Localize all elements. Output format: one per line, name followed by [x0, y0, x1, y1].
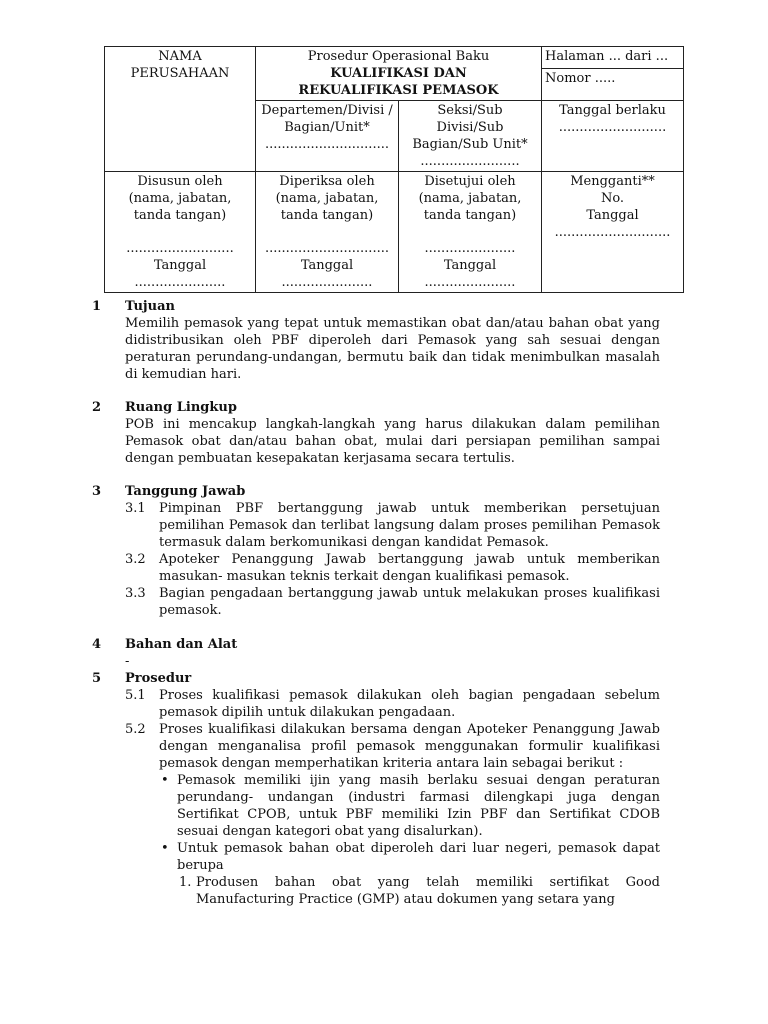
section-title: Bahan dan Alat — [125, 637, 238, 652]
pob-label: Prosedur Operasional Baku — [307, 49, 490, 64]
replaces-cell — [542, 172, 684, 293]
prepared-date: Tanggal — [153, 258, 207, 273]
effective-dots: .......................... — [558, 120, 667, 135]
title-cell — [256, 47, 542, 101]
section-responsibility — [92, 483, 660, 619]
dept-dots: .............................. — [265, 137, 389, 152]
dept-label: Departemen/Divisi / Bagian/Unit* — [261, 103, 393, 135]
section-procedure — [92, 670, 660, 908]
section-dots: ........................ — [420, 154, 520, 169]
company-name: NAMA PERUSAHAAN — [130, 49, 230, 81]
section-materials — [92, 636, 660, 670]
section-title: Tujuan — [125, 299, 175, 314]
section-text: - — [125, 654, 130, 669]
section-text: POB ini mencakup langkah-langkah yang harus dilakukan dalam pemilihan Pemasok obat dan/atau bahan obat, mulai dari persiapan pemilihan sampai dengan pembuatan kesepakatan kerjasama secara tertulis. — [125, 417, 660, 466]
bullet-icon: • — [161, 841, 169, 856]
checked-cell — [256, 172, 399, 293]
section-title: Tanggung Jawab — [125, 484, 246, 499]
approved-label: Disetujui oleh (nama, jabatan, tanda tangan) — [418, 174, 522, 223]
list-item: 3.1 Pimpinan PBF bertanggung jawab untuk memberikan persetujuan pemilihan Pemasok dan terlibat langsung dalam proses pemilihan Pemasok termasuk dalam berkomunikasi dengan kandidat Pemasok. — [125, 501, 660, 550]
effective-label: Tanggal berlaku — [559, 103, 666, 118]
effective-cell — [542, 101, 684, 172]
prepared-cell — [105, 172, 256, 293]
section-number: 3 — [92, 484, 102, 499]
bullet-item: • Untuk pemasok bahan obat diperoleh dari luar negeri, pemasok dapat berupa 1. Produsen bahan obat yang telah memiliki sertifikat Good Manufacturing Practice (GMP) atau dokumen yang setara yang — [161, 841, 660, 907]
page-number: Halaman ... dari ... — [542, 47, 684, 69]
list-item: 5.2 Proses kualifikasi dilakukan bersama dengan Apoteker Penanggung Jawab dengan menganalisa profil pemasok menggunakan formulir kualifikasi pemasok dengan memperhatikan kriteria antara lain sebagai berikut : • Pemasok memiliki ijin yang masih berlaku sesuai dengan peraturan perundang- undangan (industri farmasi dilengkapi juga dengan Sertifikat CPOB, untuk PBF memiliki Izin PBF dan Sertifikat CDOB sesuai dengan kategori obat yang disalurkan). • Untuk pemasok bahan obat diperoleh dari luar negeri, pemasok dapat berupa 1. Produsen bahan obat yang telah memiliki sertifikat Good Manufacturing Practice (GMP) atau dokumen yang setara yang — [125, 722, 660, 907]
section-text: Memilih pemasok yang tepat untuk memastikan obat dan/atau bahan obat yang didistribusikan oleh PBF diperoleh dari Pemasok yang sah sesuai dengan peraturan perundang-undangan, bermutu baik dan tidak menimbulkan masalah di kemudian hari. — [125, 316, 660, 382]
list-item: 3.3 Bagian pengadaan bertanggung jawab untuk melakukan proses kualifikasi pemasok. — [125, 586, 660, 618]
list-item: 5.1 Proses kualifikasi pemasok dilakukan oleh bagian pengadaan sebelum pemasok dipilih untuk dilakukan pengadaan. — [125, 688, 660, 720]
approved-dots: ...................... — [424, 241, 516, 256]
list-item: 3.2 Apoteker Penanggung Jawab bertanggung jawab untuk memberikan masukan- masukan teknis terkait dengan kualifikasi pemasok. — [125, 552, 660, 584]
document-number: Nomor ..... — [542, 68, 684, 100]
section-label: Seksi/Sub Divisi/Sub Bagian/Sub Unit* — [412, 103, 528, 152]
checked-date: Tanggal — [300, 258, 354, 273]
company-cell — [105, 47, 256, 172]
approved-cell — [399, 172, 542, 293]
bullet-item: • Pemasok memiliki ijin yang masih berlaku sesuai dengan peraturan perundang- undangan (industri farmasi dilengkapi juga dengan Sertifikat CPOB, untuk PBF memiliki Izin PBF dan Sertifikat CDOB sesuai dengan kategori obat yang disalurkan). — [161, 773, 660, 839]
numbered-item: 1. Produsen bahan obat yang telah memiliki sertifikat Good Manufacturing Practice (GMP) atau dokumen yang setara yang — [179, 875, 660, 907]
approved-date: Tanggal — [443, 258, 497, 273]
dept-cell — [256, 101, 399, 172]
replaces-date: Tanggal — [586, 208, 639, 223]
replaces-label: Mengganti** — [570, 174, 655, 189]
prepared-dots: .......................... — [126, 241, 234, 256]
prepared-label: Disusun oleh (nama, jabatan, tanda tangan) — [128, 174, 232, 223]
document-body — [92, 298, 660, 908]
section-purpose — [92, 298, 660, 383]
checked-dots: .............................. — [265, 241, 389, 256]
bullet-icon: • — [161, 773, 169, 788]
section-number: 5 — [92, 671, 102, 686]
approved-date-dots: ...................... — [424, 275, 516, 290]
section-title: Ruang Lingkup — [125, 400, 237, 415]
section-number: 2 — [92, 400, 102, 415]
header-table — [104, 46, 684, 293]
checked-date-dots: ...................... — [281, 275, 373, 290]
checked-label: Diperiksa oleh (nama, jabatan, tanda tangan) — [275, 174, 379, 223]
section-number: 1 — [92, 299, 102, 314]
section-scope — [92, 399, 660, 467]
replaces-dots: ............................ — [554, 225, 671, 240]
section-title: Prosedur — [125, 671, 192, 686]
section-number: 4 — [92, 637, 102, 652]
replaces-no: No. — [600, 191, 625, 206]
section-cell — [399, 101, 542, 172]
prepared-date-dots: ...................... — [134, 275, 226, 290]
document-title: KUALIFIKASI DAN REKUALIFIKASI PEMASOK — [298, 66, 499, 98]
